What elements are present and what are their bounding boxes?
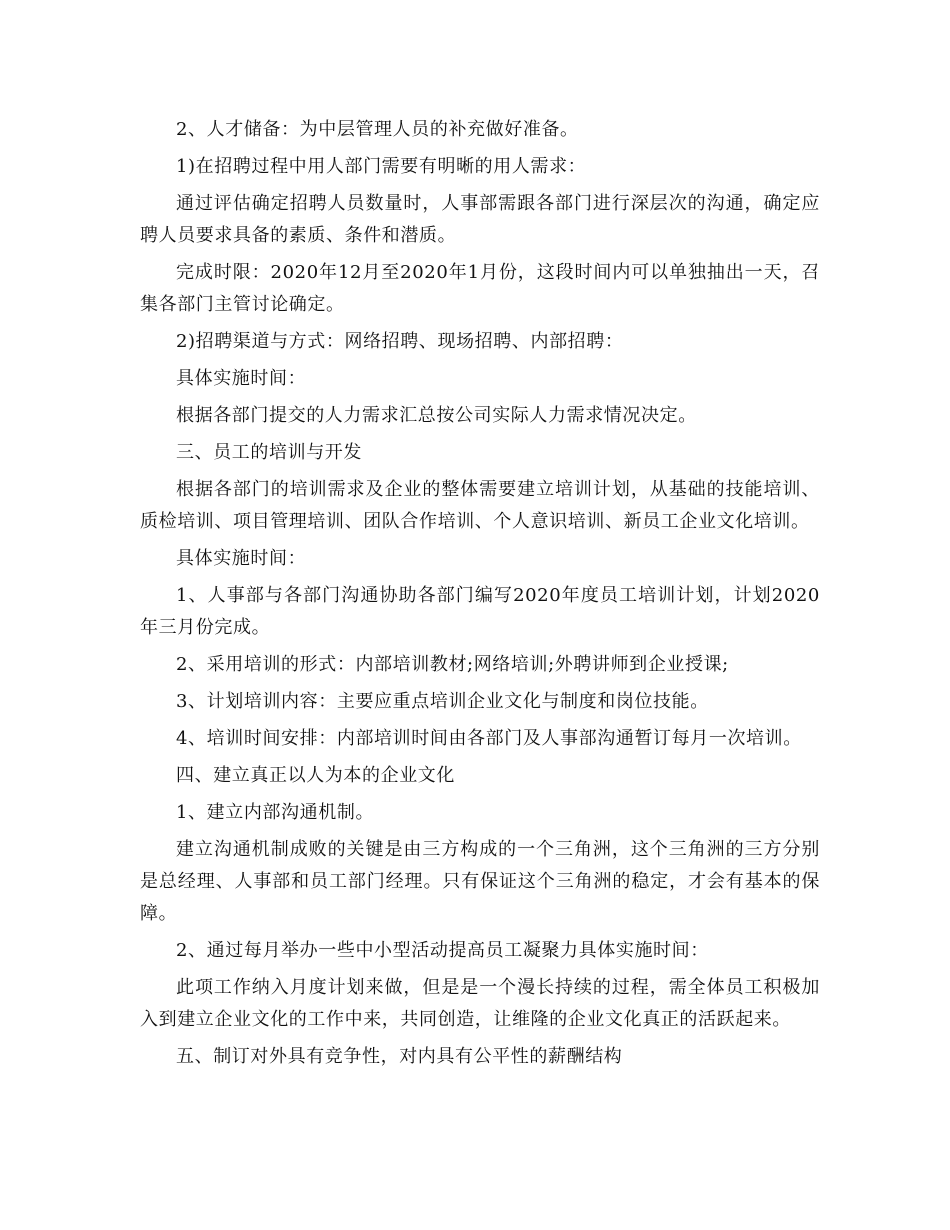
paragraph: 3、计划培训内容：主要应重点培训企业文化与制度和岗位技能。 [176,691,709,712]
paragraph: 根据各部门提交的人力需求汇总按公司实际人力需求情况决定。 [176,405,697,426]
paragraph: 2、采用培训的形式：内部培训教材;网络培训;外聘讲师到企业授课; [176,654,729,675]
paragraph: 此项工作纳入月度计划来做，但是是一个漫长持续的过程，需全体员工积极加入到建立企业文化的工作中来，共同创造，让维隆的企业文化真正的活跃起来。 [140,977,820,1030]
paragraph: 4、培训时间安排：内部培训时间由各部门及人事部沟通暂订每月一次培训。 [176,728,802,749]
paragraph: 1、人事部与各部门沟通协助各部门编写2020年度员工培训计划，计划2020年三月份完成。 [140,585,820,638]
paragraph: 根据各部门的培训需求及企业的整体需要建立培训计划，从基础的技能培训、质检培训、项目管理培训、团队合作培训、个人意识培训、新员工企业文化培训。 [140,479,820,532]
paragraph: 2、通过每月举办一些中小型活动提高员工凝聚力具体实施时间： [176,940,709,961]
paragraph: 2)招聘渠道与方式：网络招聘、现场招聘、内部招聘： [176,331,624,352]
paragraph: 具体实施时间： [176,368,307,389]
paragraph: 通过评估确定招聘人员数量时，人事部需跟各部门进行深层次的沟通，确定应聘人员要求具备的素质、条件和潜质。 [140,193,820,246]
section-heading: 三、员工的培训与开发 [176,442,362,463]
paragraph: 2、人才储备：为中层管理人员的补充做好准备。 [176,119,579,140]
paragraph: 具体实施时间： [176,548,307,569]
paragraph: 1)在招聘过程中用人部门需要有明晰的用人需求： [176,156,587,177]
section-heading: 五、制订对外具有竞争性，对内具有公平性的薪酬结构 [176,1046,623,1067]
paragraph: 完成时限：2020年12月至2020年1月份，这段时间内可以单独抽出一天，召集各部门主管讨论确定。 [140,262,820,315]
paragraph: 1、建立内部沟通机制。 [176,802,375,823]
section-heading: 四、建立真正以人为本的企业文化 [176,765,455,786]
document-body [140,114,820,1073]
paragraph: 建立沟通机制成败的关键是由三方构成的一个三角洲，这个三角洲的三方分别是总经理、人事部和员工部门经理。只有保证这个三角洲的稳定，才会有基本的保障。 [140,839,820,924]
